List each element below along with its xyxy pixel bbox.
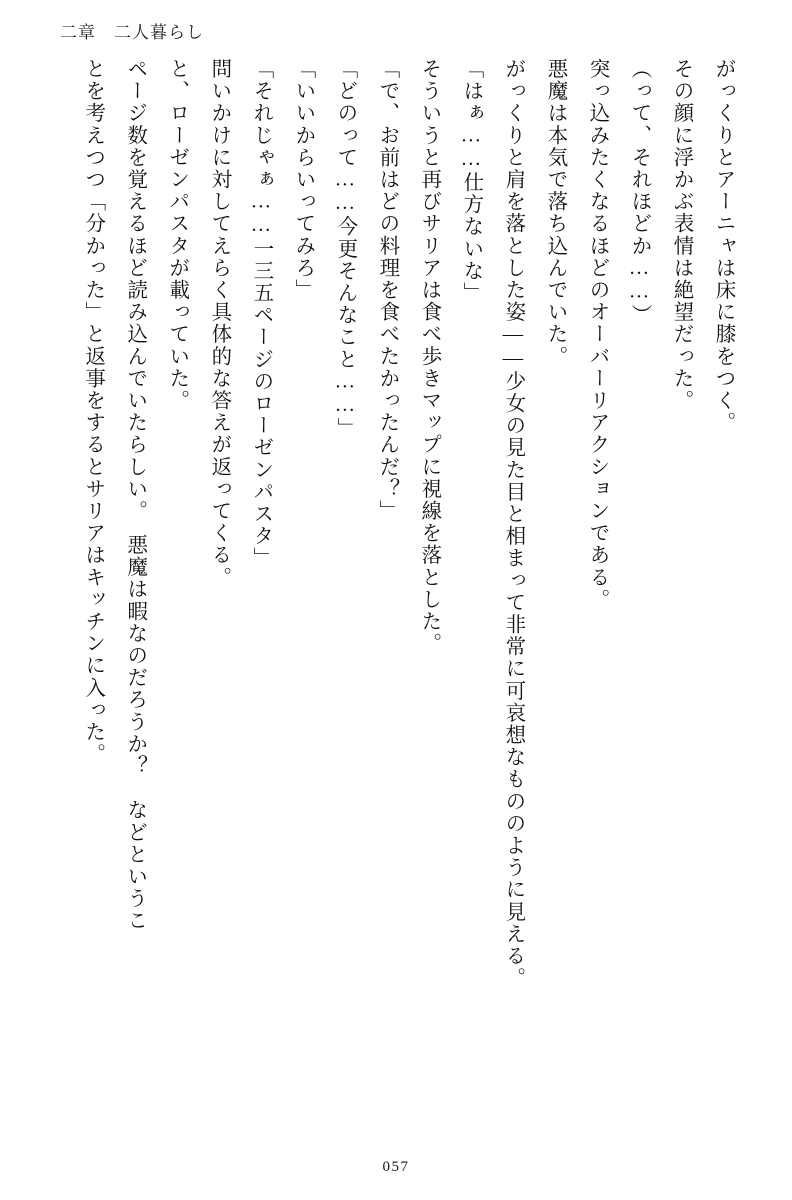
paragraph: と、ローゼンパスタが載っていた。 [165,58,188,412]
paragraph: 悪魔は本気で落ち込んでいた。 [543,58,566,368]
paragraph: とを考えつつ「分かった」と返事をするとサリアはキッチンに入った。 [81,58,104,766]
page-number: 057 [382,1159,410,1175]
paragraph: 「はぁ……仕方ないな」 [459,58,482,305]
paragraph: 「で、お前はどの料理を食べたかったんだ？」 [375,58,398,523]
paragraph: （って、それほどか……） [627,58,650,327]
paragraph: ページ数を覚えるほど読み込んでいたらしい。 悪魔は暇なのだろうか？ などというこ [123,58,146,932]
paragraph: がっくりと肩を落とした姿――少女の見た目と相まって非常に可哀想なもののように見える。 [501,58,524,990]
paragraph: 問いかけに対してえらく具体的な答えが返ってくる。 [207,58,230,589]
chapter-number: 二章 [60,23,96,42]
paragraph: 突っ込みたくなるほどのオーバーリアクションである。 [585,58,608,611]
paragraph: 「それじゃぁ……一三五ページのローゼンパスタ」 [249,58,272,570]
body-text [55,58,744,1133]
paragraph: 「どのって……今更そんなこと……」 [333,58,356,440]
paragraph: その顔に浮かぶ表情は絶望だった。 [669,58,692,412]
paragraph: そういうと再びサリアは食べ歩きマップに視線を落とした。 [417,58,440,655]
paragraph: がっくりとアーニャは床に膝をつく。 [712,58,734,434]
chapter-title: 二人暮らし [114,23,204,42]
running-header [60,18,204,43]
paragraph: 「いいからいってみろ」 [291,58,314,302]
